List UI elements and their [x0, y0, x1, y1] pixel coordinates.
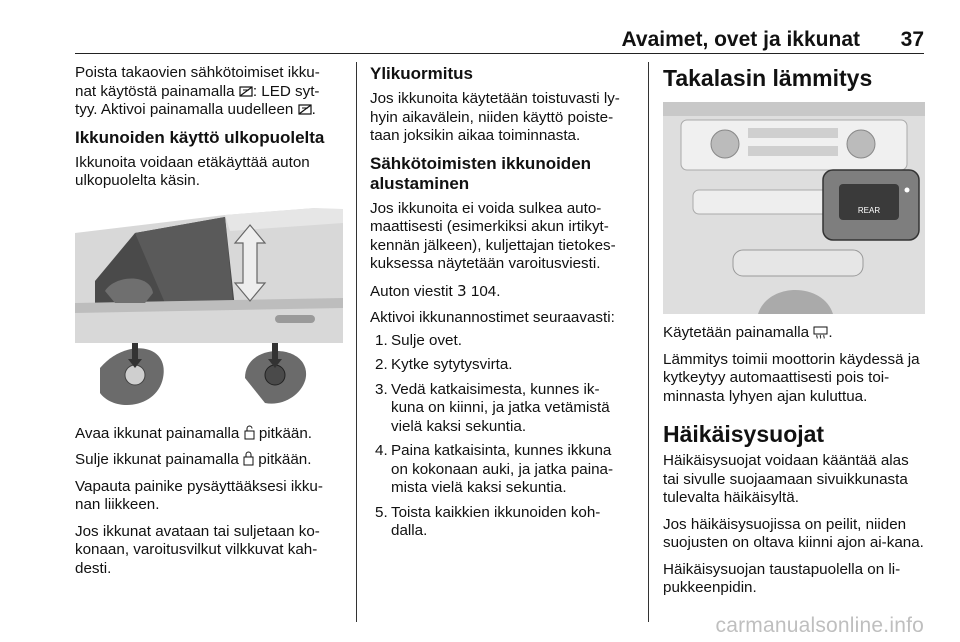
paragraph: Lämmitys toimii moottorin käydessä ja kytkeytyy automaattisesti pois toi-minnasta lyhyen ajan kuluttua.: [663, 350, 920, 405]
column-divider: [648, 62, 649, 622]
paragraph: Sulje ikkunat painamalla pitkään.: [75, 451, 312, 468]
cross-reference-arrow-icon: 3: [456, 281, 467, 300]
section-heading: Häikäisysuojat: [663, 421, 825, 447]
car-window-key-illustration: [75, 203, 343, 413]
section-heading: Takalasin lämmitys: [663, 65, 873, 91]
section-heading: Sähkötoimisten ikkunoiden alustaminen: [370, 153, 592, 193]
paragraph: Häikäisysuojat voidaan kääntää alas tai sivulle suojaamaan sivuikkunasta tulevalta häikäisyltä.: [663, 452, 909, 506]
paragraph: Jos ikkunat avataan tai suljetaan ko-konaan, varoitusvilkut vilkkuvat kah-desti.: [75, 522, 320, 577]
lock-icon: [243, 451, 254, 466]
paragraph: Jos ikkunoita käytetään toistuvasti ly-hyin aikavälein, niiden käyttö poiste-taan joksikin aikaa toiminnasta.: [370, 90, 620, 144]
unlock-icon: [244, 425, 255, 440]
column-3: [663, 64, 925, 606]
list-item: 4. Paina katkaisinta, kunnes ikkuna on kokonaan auki, ja jatka paina-mista vielä kaksi sekuntia.: [375, 442, 614, 496]
list-item: 5. Toista kaikkien ikkunoiden koh-dalla.: [375, 503, 601, 539]
list-item: 3. Vedä katkaisimesta, kunnes ik-kuna on kiinni, ja jatka vetämistä vielä kaksi sekuntia.: [375, 380, 610, 435]
column-1: [75, 64, 343, 586]
page-number: 37: [900, 28, 924, 51]
page-title: Avaimet, ovet ja ikkunat: [621, 28, 860, 51]
list-item: 1. Sulje ovet.: [375, 331, 462, 349]
paragraph: Aktivoi ikkunannostimet seuraavasti:: [370, 309, 615, 326]
column-2: [370, 64, 632, 547]
paragraph: Häikäisysuojan taustapuolella on li-pukkeenpidin.: [663, 560, 901, 596]
paragraph: Auton viestit 3 104.: [370, 281, 501, 300]
intro-paragraph: Poista takaovien sähkötoimiset ikku- nat käytöstä painamalla : LED syt- tyy. Aktivoi painamalla uudelleen .: [75, 64, 320, 118]
paragraph: Vapauta painike pysäyttääksesi ikku-nan liikkeen.: [75, 477, 323, 513]
page-header: [75, 28, 924, 52]
steps-list: [370, 332, 632, 541]
watermark: carmanualsonline.info: [715, 614, 924, 637]
paragraph: Jos häikäisysuojissa on peilit, niiden suojusten on oltava kiinni ajon ai-kana.: [663, 515, 924, 551]
column-divider: [356, 62, 357, 622]
paragraph: Ikkunoita voidaan etäkäyttää auton ulkopuolelta käsin.: [75, 153, 310, 189]
window-lock-icon: [298, 103, 312, 116]
section-heading: Ikkunoiden käyttö ulkopuolelta: [75, 127, 325, 147]
rear-defrost-console-illustration: [663, 102, 925, 314]
paragraph: Käytetään painamalla .: [663, 324, 833, 341]
header-rule: [75, 53, 924, 54]
rear-button-label: REAR: [857, 206, 881, 215]
paragraph: Jos ikkunoita ei voida sulkea auto-maattisesti (esimerkiksi akun irtikyt-kennän jälkeen), kuljettajan tietokes-kuksessa näytetään varoitusviesti.: [370, 199, 616, 272]
list-item: 2. Kytke sytytysvirta.: [375, 356, 513, 373]
section-heading: Ylikuormitus: [370, 64, 473, 83]
window-lock-icon: [239, 85, 253, 98]
rear-defrost-icon: [813, 325, 828, 339]
paragraph: Avaa ikkunat painamalla pitkään.: [75, 424, 313, 442]
